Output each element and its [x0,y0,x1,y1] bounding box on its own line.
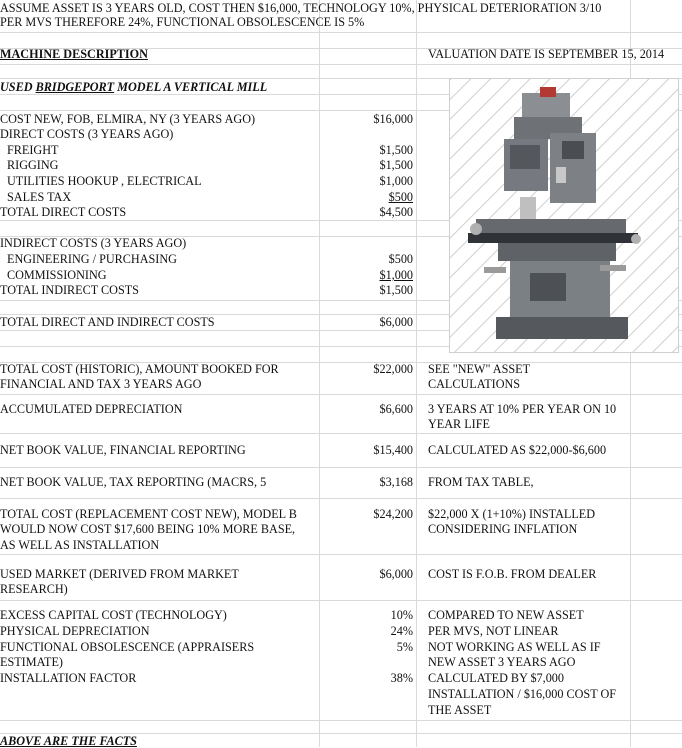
row-label-line: RESEARCH) [0,582,68,596]
row-value: $24,200 [373,507,413,521]
direct-item-value: $1,500 [379,143,413,157]
row-note-line: CALCULATIONS [428,377,521,391]
row-note-line: YEAR LIFE [428,417,490,431]
row-label-line: NET BOOK VALUE, FINANCIAL REPORTING [0,443,246,457]
indirect-costs-heading: INDIRECT COSTS (3 YEARS AGO) [0,236,187,250]
direct-item-label: SALES TAX [7,190,72,204]
total-direct-indirect-label: TOTAL DIRECT AND INDIRECT COSTS [0,315,215,329]
factor-note: INSTALLATION / $16,000 COST OF [428,687,617,701]
row-value: $15,400 [373,443,413,457]
row-label-line: WOULD NOW COST $17,600 BEING 10% MORE BASE, [0,522,296,536]
row-note-line: CALCULATED AS $22,000-$6,600 [428,443,607,457]
row-label-line: NET BOOK VALUE, TAX REPORTING (MACRS, 5 [0,475,267,489]
direct-item-label: FREIGHT [7,143,59,157]
factor-note: COMPARED TO NEW ASSET [428,608,584,622]
factor-label: PHYSICAL DEPRECIATION [0,624,150,638]
factor-note: CALCULATED BY $7,000 [428,671,564,685]
machine-description-label: MACHINE DESCRIPTION [0,47,148,61]
header-line-2: PER MVS THEREFORE 24%, FUNCTIONAL OBSOLESCENCE IS 5% [0,15,365,29]
row-note-line: $22,000 X (1+10%) INSTALLED [428,507,596,521]
machine-title [0,80,267,94]
direct-total-value: $4,500 [379,205,413,219]
row-note-line: SEE "NEW" ASSET [428,362,531,376]
row-value: $6,000 [379,567,413,581]
cost-new-value: $16,000 [373,112,413,126]
direct-item-label: RIGGING [7,158,59,172]
valuation-date: VALUATION DATE IS SEPTEMBER 15, 2014 [428,47,665,61]
factor-note: THE ASSET [428,703,492,717]
factor-note: NOT WORKING AS WELL AS IF [428,640,601,654]
row-value: $6,600 [379,402,413,416]
factor-note: NEW ASSET 3 YEARS AGO [428,655,576,669]
indirect-item-value: $500 [388,252,413,266]
row-note-line: CONSIDERING INFLATION [428,522,578,536]
factor-label: EXCESS CAPITAL COST (TECHNOLOGY) [0,608,227,622]
machine-brand: BRIDGEPORT [35,80,115,94]
factor-value: 24% [390,624,413,638]
row-value: $3,168 [379,475,413,489]
row-label-line: ACCUMULATED DEPRECIATION [0,402,183,416]
row-label-line: TOTAL COST (HISTORIC), AMOUNT BOOKED FOR [0,362,279,376]
indirect-item-label: ENGINEERING / PURCHASING [7,252,177,266]
machine-prefix: USED [0,80,36,94]
header-line-1: ASSUME ASSET IS 3 YEARS OLD, COST THEN $16,000, TECHNOLOGY 10%, PHYSICAL DETERIORATION 3/10 [0,1,602,15]
indirect-item-label: COMMISSIONING [7,268,107,282]
factor-note: PER MVS, NOT LINEAR [428,624,559,638]
total-direct-indirect-value: $6,000 [379,315,413,329]
direct-total-label: TOTAL DIRECT COSTS [0,205,127,219]
row-label-line: AS WELL AS INSTALLATION [0,538,160,552]
factor-label: FUNCTIONAL OBSOLESCENCE (APPRAISERS [0,640,255,654]
row-note-line: COST IS F.O.B. FROM DEALER [428,567,597,581]
factor-label: ESTIMATE) [0,655,63,669]
row-label-line: TOTAL COST (REPLACEMENT COST NEW), MODEL B [0,507,297,521]
factor-value: 5% [396,640,413,654]
factor-label: INSTALLATION FACTOR [0,671,137,685]
indirect-total-value: $1,500 [379,283,413,297]
footer-note: ABOVE ARE THE FACTS [0,734,137,748]
direct-costs-heading: DIRECT COSTS (3 YEARS AGO) [0,127,174,141]
vertical-mill-photo [449,78,679,353]
row-value: $22,000 [373,362,413,376]
factor-value: 38% [390,671,413,685]
direct-item-value: $1,500 [379,158,413,172]
direct-item-value: $1,000 [379,174,413,188]
row-label-line: FINANCIAL AND TAX 3 YEARS AGO [0,377,202,391]
direct-item-label: UTILITIES HOOKUP , ELECTRICAL [7,174,202,188]
row-note-line: 3 YEARS AT 10% PER YEAR ON 10 [428,402,617,416]
row-label-line: USED MARKET (DERIVED FROM MARKET [0,567,239,581]
factor-value: 10% [390,608,413,622]
machine-suffix: MODEL A VERTICAL MILL [114,80,268,94]
indirect-item-value: $1,000 [379,268,413,282]
row-note-line: FROM TAX TABLE, [428,475,534,489]
indirect-total-label: TOTAL INDIRECT COSTS [0,283,139,297]
direct-item-value: $500 [388,190,413,204]
cost-new-label: COST NEW, FOB, ELMIRA, NY (3 YEARS AGO) [0,112,256,126]
